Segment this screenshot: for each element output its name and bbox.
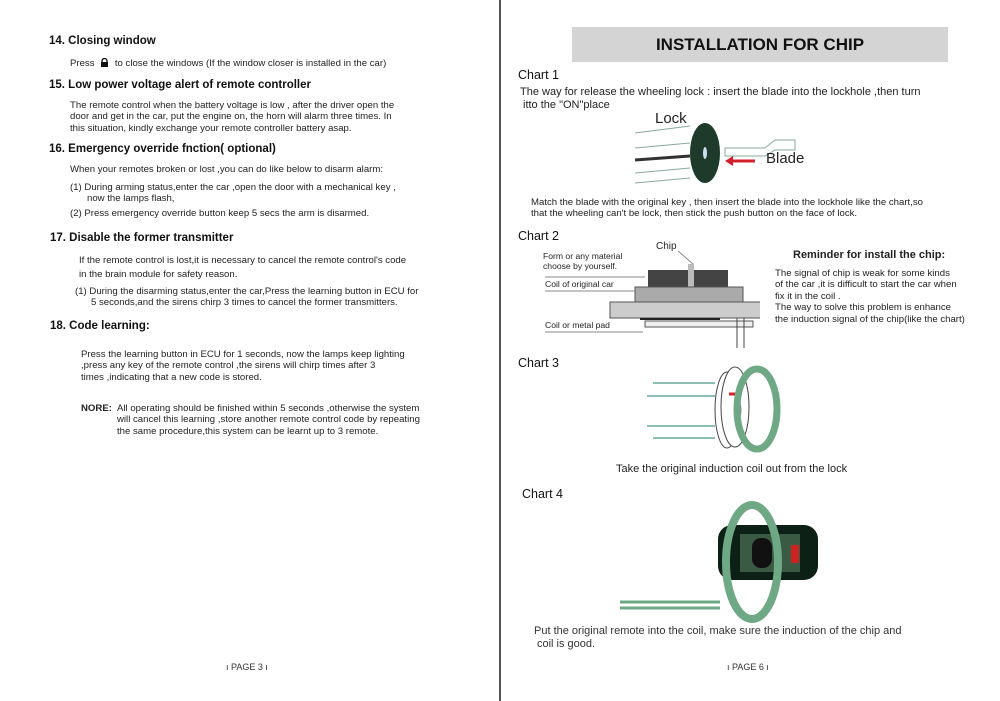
- text-line: All operating should be finished within 5 seconds ,otherwise the system: [117, 403, 420, 414]
- lock-icon: [100, 58, 109, 67]
- text-line: (1) During the disarming status,enter the car,Press the learning button in ECU for: [75, 286, 419, 297]
- text-line: The way for release the wheeling lock : insert the blade into the lockhole ,then turn: [520, 86, 921, 98]
- text-line: the same procedure,this system can be learnt up to 3 remote.: [117, 425, 379, 437]
- chart1-label: Chart 1: [518, 68, 559, 82]
- text-line: itto the "ON"place: [523, 99, 610, 111]
- text-line: Put the original remote into the coil, make sure the induction of the chip and: [534, 625, 902, 637]
- chip-label: Chip: [656, 241, 677, 252]
- page-divider: [499, 0, 501, 701]
- page-number-right: ı PAGE 6 ı: [727, 662, 769, 672]
- note-text: [117, 403, 420, 437]
- coil-label: Coil of original car: [545, 279, 614, 289]
- text-line: fix it in the coil .: [775, 290, 841, 302]
- text-line: the induction signal of the chip(like the chart): [775, 313, 965, 325]
- text-line: The signal of chip is weak for some kinds: [775, 268, 950, 279]
- text-line: that the wheeling can't be lock, then stick the push button on the face of lock.: [531, 208, 858, 220]
- heading-code-learning: 18. Code learning:: [50, 320, 150, 332]
- text-line: of the car ,it is difficult to start the car when: [775, 279, 957, 291]
- disable-text: [79, 254, 406, 281]
- text-line: ,press any key of the remote control ,the sirens will chirp times after 3: [81, 360, 376, 372]
- text-line: now the lamps flash,: [87, 193, 175, 204]
- reminder-title: Reminder for install the chip:: [793, 249, 946, 261]
- heading-closing-window: 14. Closing window: [49, 35, 156, 47]
- blade-label: Blade: [766, 150, 805, 167]
- text-line: door and get in the car, put the engine on, the horn will alarm three times. In: [70, 111, 392, 123]
- chart1-caption: [531, 197, 923, 220]
- pad-label: Coil or metal pad: [545, 320, 610, 330]
- text-line: The remote control when the battery voltage is low , after the driver open the: [70, 100, 395, 111]
- chart4-caption: [534, 625, 902, 651]
- text-line: in the brain module for safety reason.: [79, 268, 238, 280]
- reminder-text: [775, 268, 965, 325]
- heading-disable-transmitter: 17. Disable the former transmitter: [50, 232, 234, 244]
- text-line: If the remote control is lost,it is necessary to cancel the remote control's code: [79, 255, 407, 266]
- chart3-label: Chart 3: [518, 356, 559, 370]
- chart4-label: Chart 4: [522, 487, 563, 501]
- text-line: choose by yourself.: [543, 261, 618, 271]
- page-label: PAGE 3: [231, 662, 263, 672]
- text-line: times ,indicating that a new code is stored.: [81, 371, 262, 383]
- text-line: When your remotes broken or lost ,you can do like below to disarm alarm:: [70, 164, 384, 175]
- text-line: Match the blade with the original key , then insert the blade into the lockhole like the chart,so: [531, 197, 923, 208]
- heading-low-power: 15. Low power voltage alert of remote controller: [49, 79, 312, 91]
- page-label: PAGE 6: [732, 662, 764, 672]
- form-label: [543, 251, 622, 271]
- text-line: this situation, kindly exchange your remote controller battery asap.: [70, 122, 352, 134]
- heading-emergency-override: 16. Emergency override fnction( optional): [49, 143, 276, 155]
- text-line: 5 seconds,and the sirens chirp 3 times to cancel the former transmitters.: [91, 297, 398, 308]
- text-line: coil is good.: [537, 638, 596, 650]
- page-number-left: ı PAGE 3 ı: [226, 662, 268, 672]
- text-line: will cancel this learning ,store another remote control code by repeating: [117, 414, 420, 426]
- press-text: Press: [70, 58, 95, 69]
- closing-window-desc: to close the windows (If the window closer is installed in the car): [114, 58, 387, 69]
- chart3-caption: Take the original induction coil out from the lock: [616, 463, 848, 475]
- text-line: (1) During arming status,enter the car ,open the door with a mechanical key ,: [70, 182, 396, 193]
- coil-removal-illustration: [645, 365, 795, 455]
- remote-in-coil-illustration: [620, 500, 840, 625]
- text-line: Press the learning button in ECU for 1 seconds, now the lamps keep lighting: [81, 349, 405, 360]
- page-title: INSTALLATION FOR CHIP: [572, 27, 948, 62]
- low-power-text: [70, 100, 394, 134]
- note-label: NORE:: [81, 403, 112, 414]
- text-line: The way to solve this problem is enhance: [775, 302, 951, 314]
- closing-window-text: [70, 57, 386, 69]
- text-line: Form or any material: [543, 251, 623, 261]
- chart2-label: Chart 2: [518, 229, 559, 243]
- text-line: (2) Press emergency override button keep 5 secs the arm is disarmed.: [70, 208, 370, 219]
- lock-label: Lock: [655, 110, 687, 127]
- code-learning-text: [81, 349, 405, 383]
